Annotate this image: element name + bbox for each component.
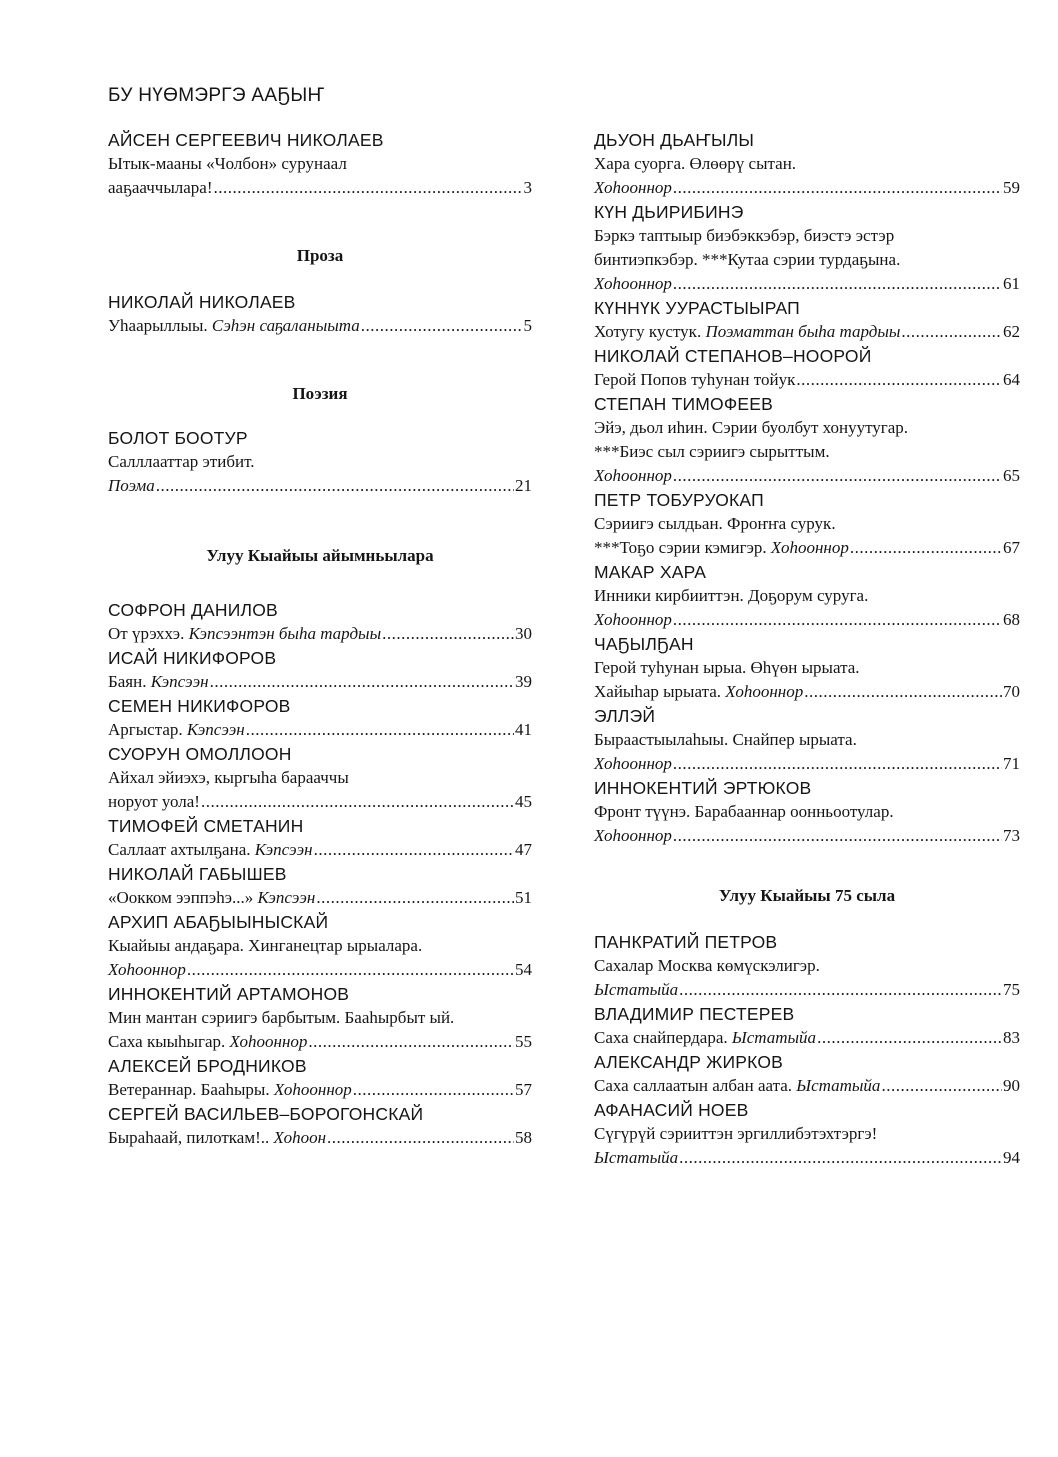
- entry-page-number: 59: [1003, 178, 1020, 197]
- entry-page-number: 67: [1003, 538, 1020, 557]
- entry-author: АФАНАСИЙ НОЕВ: [594, 1100, 749, 1120]
- toc-entry: [594, 632, 1020, 704]
- entry-title: Айхал эйиэхэ, кыргыһа барааччы: [108, 768, 349, 787]
- entry-title-line: [594, 1146, 1020, 1170]
- entry-author: НИКОЛАЙ ГАБЫШЕВ: [108, 864, 287, 884]
- entry-title-line: [108, 886, 532, 910]
- entry-author: ПАНКРАТИЙ ПЕТРОВ: [594, 932, 778, 952]
- page-title: БУ НҮӨМЭРГЭ ААҔЫҤ: [108, 85, 325, 106]
- entry-title-line: [594, 1074, 1020, 1098]
- entry-page-number: 64: [1003, 370, 1020, 389]
- entry-title-line: [594, 176, 1020, 200]
- toc-entry: [594, 560, 1020, 632]
- entry-title: Кыайыы андаҕара. Хинганецтар ырыалара.: [108, 936, 423, 955]
- entry-author: ВЛАДИМИР ПЕСТЕРЕВ: [594, 1004, 795, 1024]
- dot-leader: [804, 680, 1002, 704]
- entry-genre: Кэпсээн: [150, 672, 209, 691]
- entry-title: Герой туһунан ырыа. Өһүөн ырыата.: [594, 658, 860, 677]
- dot-leader: [308, 1030, 514, 1054]
- entry-genre: Поэматтан быһа тардыы: [705, 322, 901, 341]
- toc-entry: [594, 776, 1020, 848]
- entry-title: Баян. Кэпсээн: [108, 672, 209, 691]
- entry-author: КҮННҮК УУРАСТЫЫРАП: [594, 298, 800, 318]
- entry-page-number: 62: [1003, 322, 1020, 341]
- dot-leader: [187, 958, 514, 982]
- entry-title: «Оокком ээппэһэ...» Кэпсээн: [108, 888, 316, 907]
- entry-author: ИННОКЕНТИЙ ЭРТЮКОВ: [594, 778, 812, 798]
- entry-author: ИСАЙ НИКИФОРОВ: [108, 648, 277, 668]
- entry-page-number: 57: [515, 1080, 532, 1099]
- toc-entry: [108, 426, 532, 498]
- entry-genre: Хоhооннор: [594, 754, 672, 773]
- toc-entry: [108, 1054, 532, 1102]
- entry-title-line: [594, 464, 1020, 488]
- entry-author: СОФРОН ДАНИЛОВ: [108, 600, 278, 620]
- entry-title: ***Тоҕо сэрии кэмигэр. Хоhооннор: [594, 538, 849, 557]
- dot-leader: [210, 670, 514, 694]
- entry-title: Быраастыылаһыы. Снайпер ырыата.: [594, 730, 857, 749]
- entry-title: Эйэ, дьол иһин. Сэрии буолбут хонуутугар.: [594, 418, 909, 437]
- entry-page-number: 47: [515, 840, 532, 859]
- entry-author: СЕМЕН НИКИФОРОВ: [108, 696, 291, 716]
- entry-page-number: 73: [1003, 826, 1020, 845]
- entry-title-line: [108, 958, 532, 982]
- toc-entry: [594, 296, 1020, 344]
- entry-genre: Хоhооннор: [273, 1080, 352, 1099]
- entry-author: КҮН ДЬИРИБИНЭ: [594, 202, 744, 222]
- section-heading: Улуу Кыайыы 75 сыла: [718, 886, 896, 905]
- entry-title: Хотугу кустук. Поэматтан быһа тардыы: [594, 322, 901, 341]
- dot-leader: [361, 314, 523, 338]
- entry-author: ДЬУОН ДЬАҤЫЛЫ: [594, 130, 755, 150]
- entry-title: Саха снайпердара. Ыстатыйа: [594, 1028, 817, 1047]
- entry-genre: Поэма: [108, 476, 155, 495]
- entry-title-line: [108, 314, 532, 338]
- toc-entry: [108, 290, 532, 338]
- entry-page-number: 83: [1003, 1028, 1020, 1047]
- toc-right-column: [594, 128, 1020, 1170]
- entry-genre: Ыстатыйа: [796, 1076, 881, 1095]
- toc-entry: [594, 488, 1020, 560]
- entry-author: ЭЛЛЭЙ: [594, 706, 656, 726]
- dot-leader: [679, 978, 1002, 1002]
- entry-title-line: [594, 608, 1020, 632]
- entry-title-line: [594, 368, 1020, 392]
- entry-author: АЛЕКСЕЙ БРОДНИКОВ: [108, 1056, 307, 1076]
- toc-entry: [108, 598, 532, 646]
- entry-author: АЙСЕН СЕРГЕЕВИЧ НИКОЛАЕВ: [108, 130, 384, 150]
- entry-page-number: 58: [515, 1128, 532, 1147]
- entry-title: Фронт түүнэ. Барабааннар оонньоотулар.: [594, 802, 894, 821]
- section-heading: Поэзия: [292, 384, 348, 403]
- dot-leader: [817, 1026, 1002, 1050]
- entry-title-line: [594, 1026, 1020, 1050]
- toc-entry: [108, 982, 532, 1054]
- entry-title-line: [594, 978, 1020, 1002]
- toc-entry: [594, 930, 1020, 1002]
- entry-title: Саллаат ахтылҕана. Кэпсээн: [108, 840, 313, 859]
- toc-left-column: [108, 128, 532, 1150]
- toc-entry: [594, 344, 1020, 392]
- entry-genre: Хоhооннор: [770, 538, 849, 557]
- entry-page-number: 55: [515, 1032, 532, 1051]
- entry-title-line: [108, 670, 532, 694]
- toc-entry: [108, 862, 532, 910]
- entry-title: От үрэххэ. Кэпсээнтэн быһа тардыы: [108, 624, 382, 643]
- toc-entry: [594, 1002, 1020, 1050]
- entry-title-line: [108, 622, 532, 646]
- toc-entry: [108, 646, 532, 694]
- entry-title: ааҕааччылара!: [108, 178, 213, 197]
- dot-leader: [881, 1074, 1002, 1098]
- dot-leader: [796, 368, 1002, 392]
- section-heading: Улуу Кыайыы айымньылара: [206, 546, 434, 565]
- entry-title: Саха кыыһыгар. Хоhооннор: [108, 1032, 308, 1051]
- entry-title: Хара суорга. Өлөөрү сытан.: [594, 154, 797, 173]
- entry-genre: Хоhооннор: [229, 1032, 308, 1051]
- toc-entry: [108, 1102, 532, 1150]
- dot-leader: [246, 718, 514, 742]
- entry-genre: Хоhооннор: [594, 178, 672, 197]
- toc-entry: [594, 392, 1020, 488]
- entry-genre: Кэпсээн: [186, 720, 245, 739]
- entry-title: Уһаарыллыы. Сэһэн саҕаланыыта: [108, 316, 360, 335]
- entry-genre: Хоhооннор: [725, 682, 804, 701]
- entry-page-number: 71: [1003, 754, 1020, 773]
- entry-title: ***Биэс сыл сэриигэ сырыттым.: [594, 442, 830, 461]
- entry-page-number: 5: [523, 316, 532, 335]
- entry-title-line: [108, 718, 532, 742]
- entry-title: Салллааттар этибит.: [108, 452, 255, 471]
- entry-genre: Хоhооннор: [594, 610, 672, 629]
- dot-leader: [214, 176, 523, 200]
- dot-leader: [327, 1126, 514, 1150]
- entry-genre: Ыстатыйа: [731, 1028, 817, 1047]
- entry-author: БОЛОТ БООТУР: [108, 428, 248, 448]
- entry-title: Аргыстар. Кэпсээн: [108, 720, 245, 739]
- entry-title-line: [108, 1078, 532, 1102]
- entry-page-number: 65: [1003, 466, 1020, 485]
- entry-genre: Кэпсээн: [254, 840, 313, 859]
- entry-author: НИКОЛАЙ СТЕПАНОВ–НООРОЙ: [594, 346, 872, 366]
- section-heading: Проза: [296, 246, 344, 265]
- entry-genre: Сэһэн саҕаланыыта: [211, 316, 360, 335]
- dot-leader: [673, 464, 1002, 488]
- entry-title-line: [108, 1030, 532, 1054]
- dot-leader: [673, 824, 1002, 848]
- dot-leader: [353, 1078, 514, 1102]
- entry-page-number: 30: [515, 624, 532, 643]
- entry-genre: Ыстатыйа: [594, 980, 679, 999]
- entry-author: ЧАҔЫЛҔАН: [594, 634, 694, 654]
- entry-author: ТИМОФЕЙ СМЕТАНИН: [108, 816, 304, 836]
- entry-page-number: 54: [515, 960, 532, 979]
- entry-page-number: 90: [1003, 1076, 1020, 1095]
- dot-leader: [314, 838, 514, 862]
- entry-title: Сүгүрүй сэрииттэн эргиллибэтэхтэргэ!: [594, 1124, 878, 1143]
- dot-leader: [901, 320, 1002, 344]
- entry-author: ПЕТР ТОБУРУОКАП: [594, 490, 764, 510]
- entry-author: СУОРУН ОМОЛЛООН: [108, 744, 292, 764]
- dot-leader: [850, 536, 1002, 560]
- entry-title-line: [594, 680, 1020, 704]
- entry-title-line: [108, 838, 532, 862]
- toc-entry: [108, 128, 532, 200]
- toc-entry: [594, 128, 1020, 200]
- entry-genre: Кэпсээн: [257, 888, 316, 907]
- entry-genre: Кэпсээнтэн быһа тардыы: [188, 624, 382, 643]
- entry-title-line: [594, 320, 1020, 344]
- entry-author: АРХИП АБАҔЫЫНЫСКАЙ: [108, 912, 329, 932]
- entry-title-line: [594, 752, 1020, 776]
- entry-title-line: [108, 176, 532, 200]
- entry-page-number: 39: [515, 672, 532, 691]
- entry-page-number: 41: [515, 720, 532, 739]
- entry-author: МАКАР ХАРА: [594, 562, 707, 582]
- entry-title-line: [594, 536, 1020, 560]
- entry-page-number: 94: [1003, 1148, 1020, 1167]
- entry-title: Хайыһар ырыата. Хоhооннор: [594, 682, 804, 701]
- dot-leader: [201, 790, 514, 814]
- entry-title: Мин мантан сэриигэ барбытым. Бааһырбыт ый.: [108, 1008, 455, 1027]
- entry-genre: Хоhооннор: [594, 274, 672, 293]
- toc-entry: [108, 742, 532, 814]
- toc-entry: [594, 200, 1020, 296]
- dot-leader: [156, 474, 514, 498]
- toc-entry: [108, 814, 532, 862]
- entry-page-number: 45: [515, 792, 532, 811]
- dot-leader: [679, 1146, 1002, 1170]
- entry-title: Ытык-мааны «Чолбон» сурунаал: [108, 154, 347, 173]
- toc-entry: [594, 704, 1020, 776]
- entry-title: Инники кирбииттэн. Доҕорум суруга.: [594, 586, 869, 605]
- entry-page-number: 51: [515, 888, 532, 907]
- entry-title: Герой Попов туһунан тойук: [594, 370, 796, 389]
- entry-author: АЛЕКСАНДР ЖИРКОВ: [594, 1052, 784, 1072]
- entry-author: НИКОЛАЙ НИКОЛАЕВ: [108, 292, 296, 312]
- entry-title: Сэриигэ сылдьан. Фроҥҥа сурук.: [594, 514, 836, 533]
- dot-leader: [673, 272, 1002, 296]
- entry-genre: Хоhооннор: [594, 466, 672, 485]
- entry-page-number: 68: [1003, 610, 1020, 629]
- entry-page-number: 70: [1003, 682, 1020, 701]
- toc-entry: [108, 910, 532, 982]
- entry-author: СТЕПАН ТИМОФЕЕВ: [594, 394, 773, 414]
- entry-author: ИННОКЕНТИЙ АРТАМОНОВ: [108, 984, 350, 1004]
- entry-title: норуот уола!: [108, 792, 200, 811]
- toc-entry: [108, 694, 532, 742]
- dot-leader: [382, 622, 514, 646]
- entry-page-number: 61: [1003, 274, 1020, 293]
- entry-genre: Хоhооннор: [108, 960, 186, 979]
- entry-title: Сахалар Москва көмүскэлигэр.: [594, 956, 820, 975]
- dot-leader: [673, 176, 1002, 200]
- entry-page-number: 75: [1003, 980, 1020, 999]
- entry-title: Быраһаай, пилоткам!.. Хоhоон: [108, 1128, 327, 1147]
- toc-entry: [594, 1098, 1020, 1170]
- dot-leader: [673, 752, 1002, 776]
- entry-title: Саха саллаатын албан аата. Ыстатыйа: [594, 1076, 881, 1095]
- entry-title: бинтиэпкэбэр. ***Кутаа сэрии турдаҕына.: [594, 250, 901, 269]
- entry-title-line: [594, 272, 1020, 296]
- entry-page-number: 21: [515, 476, 532, 495]
- entry-page-number: 3: [523, 178, 532, 197]
- dot-leader: [673, 608, 1002, 632]
- entry-genre: Хоhооннор: [594, 826, 672, 845]
- entry-author: СЕРГЕЙ ВАСИЛЬЕВ–БОРОГОНСКАЙ: [108, 1104, 424, 1124]
- entry-title-line: [594, 824, 1020, 848]
- entry-genre: Хоhоон: [273, 1128, 327, 1147]
- entry-genre: Ыстатыйа: [594, 1148, 679, 1167]
- entry-title: Ветераннар. Бааһыры. Хоhооннор: [108, 1080, 352, 1099]
- entry-title: Бэркэ таптыыр биэбэккэбэр, биэстэ эстэр: [594, 226, 895, 245]
- entry-title-line: [108, 474, 532, 498]
- dot-leader: [316, 886, 514, 910]
- entry-title-line: [108, 790, 532, 814]
- toc-entry: [594, 1050, 1020, 1098]
- entry-title-line: [108, 1126, 532, 1150]
